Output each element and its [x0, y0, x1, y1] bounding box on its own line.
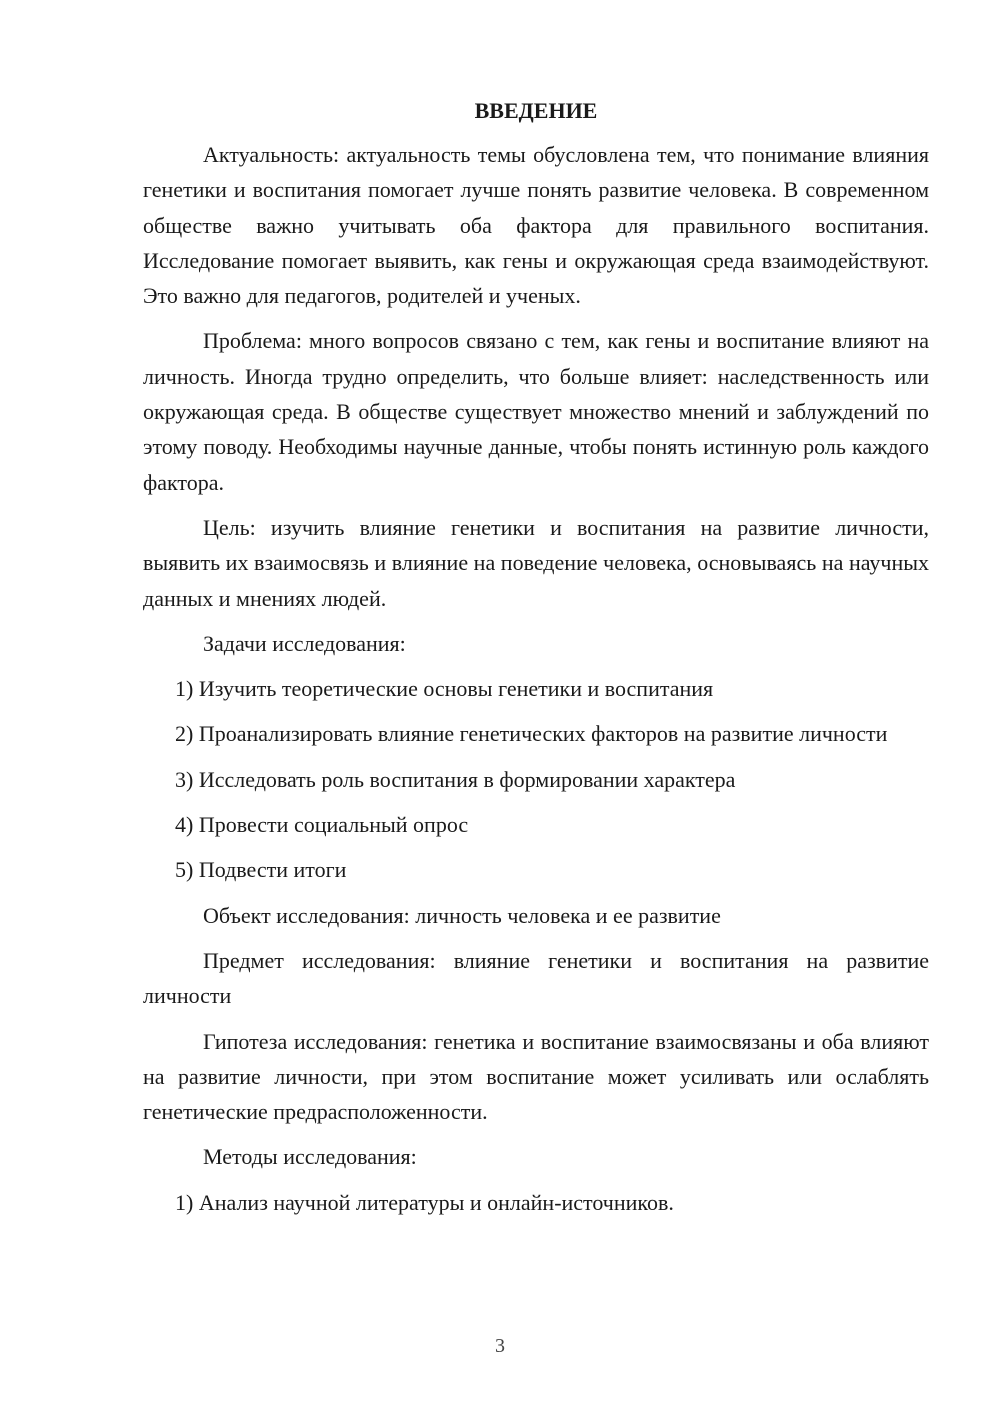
- task-item-3: 3) Исследовать роль воспитания в формировании характера: [175, 766, 736, 792]
- relevance-paragraph: Актуальность: актуальность темы обусловлена тем, что понимание влияния генетики и воспитания помогает лучше понять развитие человека. В современном обществе важно учитывать оба фактора для правильного воспитания. Исследование помогает выявить, как гены и окружающая среда взаимодействуют. Это важно для педагогов, родителей и ученых.: [143, 142, 929, 309]
- page-content: [143, 96, 929, 1230]
- subject-paragraph: Предмет исследования: влияние генетики и воспитания на развитие личности: [143, 947, 929, 1009]
- object-paragraph: Объект исследования: личность человека и ее развитие: [203, 902, 721, 928]
- page-number: 3: [495, 1335, 505, 1357]
- page-title: ВВЕДЕНИЕ: [474, 98, 598, 123]
- tasks-heading: Задачи исследования:: [203, 630, 406, 656]
- task-item-2: 2) Проанализировать влияние генетических факторов на развитие личности: [175, 721, 888, 747]
- problem-paragraph: Проблема: много вопросов связано с тем, как гены и воспитание влияют на личность. Иногда трудно определить, что больше влияет: наследственность или окружающая среда. В обществе существует множество мнений и заблуждений по этому поводу. Необходимы научные данные, чтобы понять истинную роль каждого фактора.: [143, 328, 929, 495]
- method-item-1: 1) Анализ научной литературы и онлайн-источников.: [175, 1189, 674, 1215]
- methods-heading: Методы исследования:: [203, 1144, 417, 1170]
- goal-paragraph: Цель: изучить влияние генетики и воспитания на развитие личности, выявить их взаимосвязь и влияние на поведение человека, основываясь на научных данных и мнениях людей.: [143, 514, 929, 611]
- task-item-5: 5) Подвести итоги: [175, 857, 347, 883]
- task-item-4: 4) Провести социальный опрос: [175, 812, 469, 838]
- hypothesis-paragraph: Гипотеза исследования: генетика и воспитание взаимосвязаны и оба влияют на развитие личности, при этом воспитание может усиливать или ослаблять генетические предрасположенности.: [143, 1028, 929, 1125]
- task-item-1: 1) Изучить теоретические основы генетики и воспитания: [175, 676, 714, 702]
